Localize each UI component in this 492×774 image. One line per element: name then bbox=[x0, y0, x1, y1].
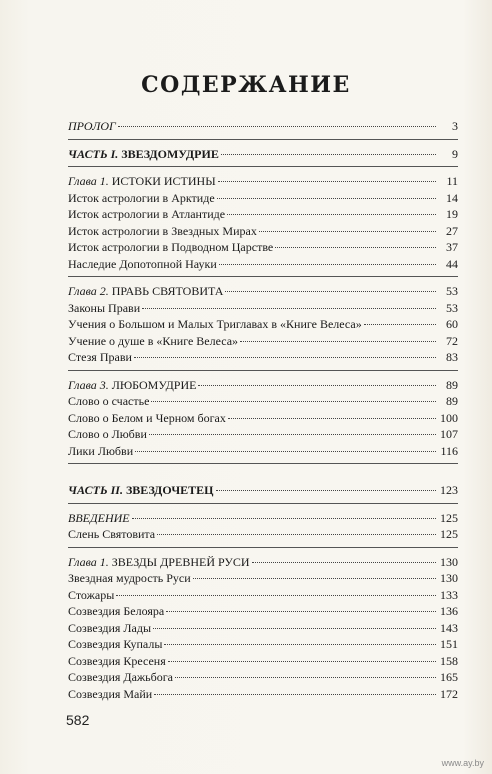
toc-entry-chapter-1-part-2 bbox=[68, 554, 458, 571]
toc-entry bbox=[68, 349, 458, 366]
toc-entry-label: Стожары bbox=[68, 587, 115, 602]
dot-leader bbox=[153, 628, 436, 629]
toc-entry bbox=[68, 206, 458, 223]
dot-leader bbox=[132, 518, 436, 519]
toc-entry-page: 19 bbox=[446, 207, 458, 221]
dot-leader bbox=[221, 154, 436, 155]
dot-leader bbox=[142, 308, 436, 309]
toc-entry-page: 53 bbox=[446, 284, 458, 298]
section-divider bbox=[68, 139, 458, 140]
toc-entry-page: 130 bbox=[440, 571, 458, 585]
toc-entry-page: 60 bbox=[446, 317, 458, 331]
dot-leader bbox=[219, 264, 436, 265]
watermark: www.ay.by bbox=[441, 758, 484, 768]
toc-entry-prefix: Глава 3. bbox=[68, 377, 109, 392]
section-divider bbox=[68, 166, 458, 167]
dot-leader bbox=[217, 198, 436, 199]
toc-entry-label: Слово о счастье bbox=[68, 394, 150, 408]
dot-leader bbox=[154, 694, 436, 695]
toc-entry-page: 125 bbox=[440, 510, 458, 525]
page-title: СОДЕРЖАНИЕ bbox=[141, 72, 351, 98]
toc-entry-label: Исток астрологии в Арктиде bbox=[68, 190, 215, 205]
section-divider bbox=[68, 276, 458, 277]
toc-entry bbox=[68, 300, 458, 317]
toc-entry-page: 125 bbox=[440, 527, 458, 541]
toc-entry bbox=[68, 587, 458, 604]
toc-entry-label: ИСТОКИ ИСТИНЫ bbox=[111, 174, 216, 188]
dot-leader bbox=[135, 451, 436, 452]
toc-entry-label: Учения о Большом и Малых Триглавах в «Книге Велеса» bbox=[68, 317, 362, 331]
dot-leader bbox=[218, 181, 436, 182]
section-divider bbox=[68, 503, 458, 504]
toc-entry bbox=[68, 636, 458, 653]
toc-entry bbox=[68, 620, 458, 637]
dot-leader bbox=[225, 291, 436, 292]
toc-entry bbox=[68, 426, 458, 443]
table-of-contents bbox=[68, 118, 458, 702]
toc-entry-chapter-3 bbox=[68, 377, 458, 394]
dot-leader bbox=[134, 357, 436, 358]
toc-entry bbox=[68, 256, 458, 273]
dot-leader bbox=[216, 490, 436, 491]
toc-entry-introduction bbox=[68, 510, 458, 527]
toc-entry bbox=[68, 686, 458, 703]
toc-entry bbox=[68, 410, 458, 427]
toc-entry-label: ЗВЕЗДОМУДРИЕ bbox=[121, 146, 219, 161]
dot-leader bbox=[227, 214, 436, 215]
toc-entry-page: 27 bbox=[446, 223, 458, 238]
toc-entry-page: 11 bbox=[446, 174, 458, 188]
dot-leader bbox=[118, 126, 436, 127]
toc-entry-label: Лики Любви bbox=[68, 443, 134, 458]
toc-entry-page: 83 bbox=[446, 350, 458, 364]
toc-entry-page: 37 bbox=[446, 240, 458, 254]
toc-entry-label: Созвездия Кресеня bbox=[68, 653, 166, 668]
toc-entry-part-1 bbox=[68, 146, 458, 163]
dot-leader bbox=[228, 418, 436, 419]
toc-entry-prefix: Глава 1. bbox=[68, 554, 109, 569]
toc-entry-label: ЛЮБОМУДРИЕ bbox=[111, 377, 197, 392]
toc-entry-page: 143 bbox=[440, 620, 458, 635]
toc-entry bbox=[68, 443, 458, 460]
dot-leader bbox=[164, 644, 436, 645]
toc-entry bbox=[68, 526, 458, 543]
toc-entry bbox=[68, 333, 458, 350]
toc-entry-label: Созвездия Купалы bbox=[68, 637, 163, 651]
section-divider bbox=[68, 547, 458, 548]
dot-leader bbox=[240, 341, 436, 342]
toc-entry-label: Законы Прави bbox=[68, 300, 141, 315]
dot-leader bbox=[157, 534, 436, 535]
dot-leader bbox=[259, 231, 436, 232]
toc-entry-label: Слень Святовита bbox=[68, 527, 156, 541]
toc-entry-part-2 bbox=[68, 482, 458, 499]
toc-entry bbox=[68, 393, 458, 410]
dot-leader bbox=[168, 661, 436, 662]
dot-leader bbox=[252, 562, 436, 563]
toc-entry-label: Исток астрологии в Звездных Мирах bbox=[68, 223, 257, 238]
toc-entry bbox=[68, 669, 458, 686]
toc-entry-prefix: Глава 1. bbox=[68, 174, 109, 188]
toc-entry-label: Звездная мудрость Руси bbox=[68, 571, 191, 585]
toc-entry bbox=[68, 239, 458, 256]
toc-entry-label: ПРАВЬ СВЯТОВИТА bbox=[111, 284, 224, 298]
toc-entry-page: 158 bbox=[440, 653, 458, 668]
toc-entry-chapter-2 bbox=[68, 283, 458, 300]
toc-entry-page: 165 bbox=[440, 670, 458, 684]
toc-entry-label: Исток астрологии в Подводном Царстве bbox=[68, 240, 274, 254]
toc-entry-page: 107 bbox=[440, 427, 458, 441]
dot-leader bbox=[364, 324, 436, 325]
toc-entry-label: Созвездия Лады bbox=[68, 620, 152, 635]
toc-entry-label: Слово о Белом и Черном богах bbox=[68, 410, 226, 425]
toc-entry-page: 116 bbox=[440, 443, 458, 458]
toc-entry-page: 72 bbox=[446, 333, 458, 348]
toc-entry-page: 100 bbox=[440, 410, 458, 425]
toc-entry-page: 89 bbox=[446, 394, 458, 408]
toc-entry-page: 3 bbox=[452, 119, 458, 133]
toc-entry-page: 44 bbox=[446, 256, 458, 271]
toc-entry-label: Созвездия Дажьбога bbox=[68, 670, 174, 684]
dot-leader bbox=[151, 401, 436, 402]
toc-entry-page: 151 bbox=[440, 637, 458, 651]
toc-entry-label: Стезя Прави bbox=[68, 350, 132, 364]
dot-leader bbox=[175, 677, 436, 678]
section-divider bbox=[68, 463, 458, 464]
toc-entry-label: ЗВЕЗДЫ ДРЕВНЕЙ РУСИ bbox=[111, 554, 250, 569]
dot-leader bbox=[149, 434, 436, 435]
toc-entry-page: 53 bbox=[446, 300, 458, 315]
toc-entry-page: 89 bbox=[446, 377, 458, 392]
toc-entry-page: 9 bbox=[452, 146, 458, 161]
toc-entry-page: 123 bbox=[440, 483, 458, 497]
toc-entry-prefix: ЧАСТЬ I. bbox=[68, 146, 119, 161]
toc-entry bbox=[68, 653, 458, 670]
toc-entry bbox=[68, 570, 458, 587]
toc-entry-label: Исток астрологии в Атлантиде bbox=[68, 207, 226, 221]
dot-leader bbox=[275, 247, 436, 248]
toc-entry-label: Слово о Любви bbox=[68, 427, 147, 441]
toc-entry-prolog bbox=[68, 118, 458, 135]
toc-entry bbox=[68, 603, 458, 620]
toc-entry-label: ЗВЕЗДОЧЕТЕЦ bbox=[125, 483, 214, 497]
toc-entry-label: Наследие Допотопной Науки bbox=[68, 256, 217, 271]
dot-leader bbox=[193, 578, 436, 579]
toc-entry-page: 14 bbox=[446, 190, 458, 205]
dot-leader bbox=[166, 611, 436, 612]
toc-entry bbox=[68, 190, 458, 207]
toc-entry-label: ВВЕДЕНИЕ bbox=[68, 510, 130, 525]
toc-entry-label: Созвездия Майи bbox=[68, 686, 153, 701]
toc-entry-page: 133 bbox=[440, 587, 458, 602]
toc-entry bbox=[68, 223, 458, 240]
dot-leader bbox=[198, 385, 436, 386]
toc-entry-label: Созвездия Белояра bbox=[68, 604, 165, 618]
section-divider bbox=[68, 370, 458, 371]
toc-entry-page: 136 bbox=[440, 604, 458, 618]
toc-entry-prefix: ЧАСТЬ II. bbox=[68, 483, 123, 497]
toc-entry-chapter-1 bbox=[68, 173, 458, 190]
page-number: 582 bbox=[66, 712, 90, 728]
dot-leader bbox=[116, 595, 436, 596]
toc-entry-prefix: Глава 2. bbox=[68, 284, 109, 298]
toc-entry-label: Учение о душе в «Книге Велеса» bbox=[68, 333, 239, 348]
toc-entry-label: ПРОЛОГ bbox=[68, 119, 116, 133]
toc-entry bbox=[68, 316, 458, 333]
toc-entry-page: 172 bbox=[440, 686, 458, 701]
toc-entry-page: 130 bbox=[440, 554, 458, 569]
